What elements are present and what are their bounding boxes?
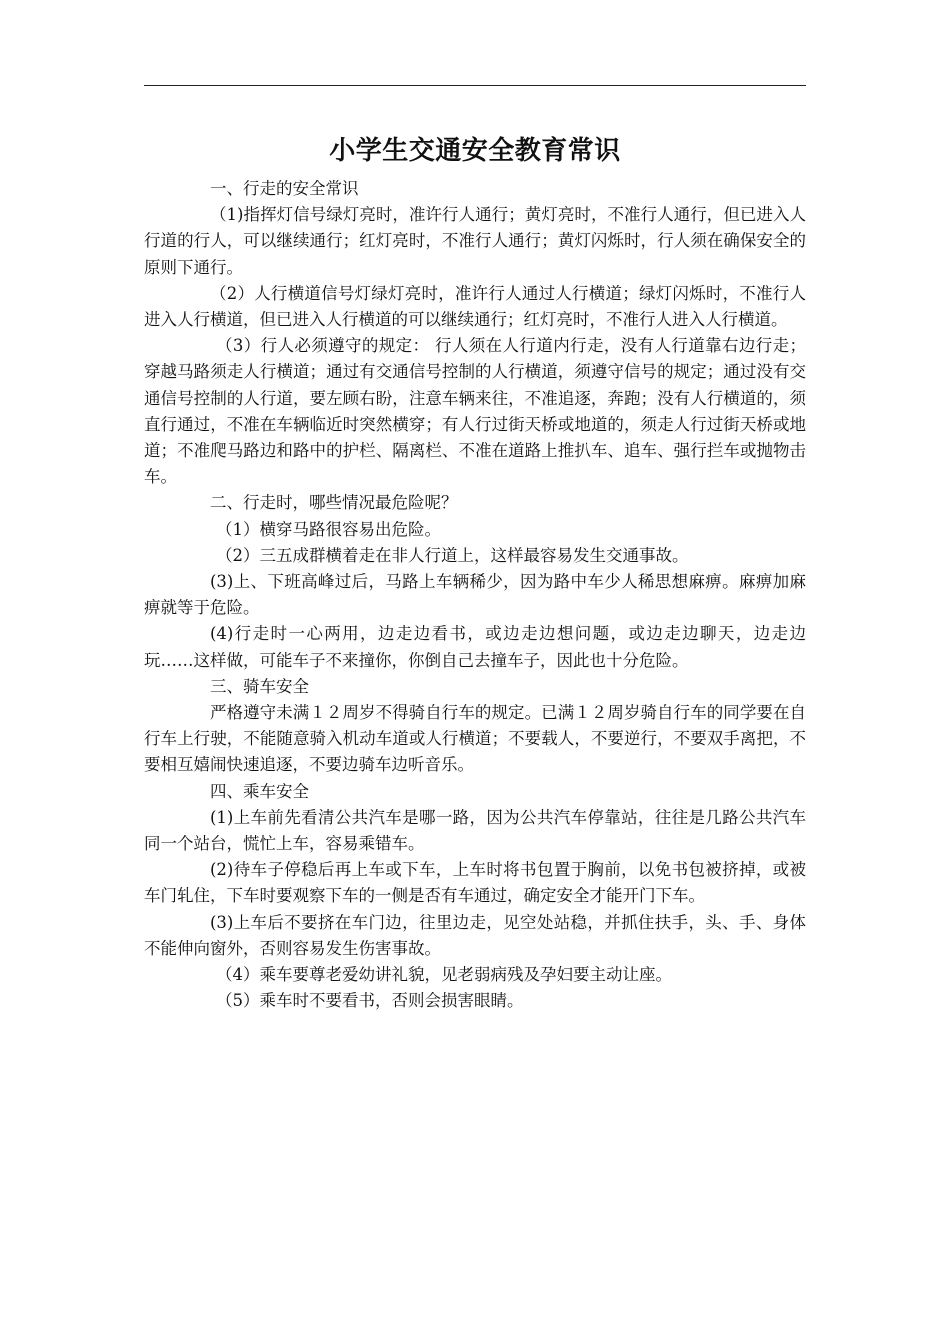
paragraph: （2）三五成群横着走在非人行道上，这样最容易发生交通事故。	[216, 545, 689, 565]
section-heading-walking: 一、行走的安全常识	[210, 179, 359, 198]
paragraph: （1）横穿马路很容易出危险。	[216, 519, 441, 539]
paragraph: （5）乘车时不要看书，否则会损害眼睛。	[216, 991, 524, 1011]
paragraph: (4)行走时一心两用，边走边看书，或边走边想问题，或边走边聊天，边走边玩……这样做，可能车子不来撞你，你倒自己去撞车子，因此也十分危险。	[144, 624, 806, 670]
paragraph: 严格遵守未满１２周岁不得骑自行车的规定。已满１２周岁骑自行车的同学要在自行车上行驶，不能随意骑入机动车道或人行横道；不要载人，不要逆行，不要双手离把，不要相互嬉闹快速追逐，不要边骑车边听音乐。	[144, 703, 806, 775]
paragraph: （1)指挥灯信号绿灯亮时，准许行人通行；黄灯亮时，不准行人通行，但已进入人行道的行人，可以继续通行；红灯亮时，不准行人通行；黄灯闪烁时，行人须在确保安全的原则下通行。	[144, 205, 806, 277]
section-heading-cycling: 三、骑车安全	[210, 676, 309, 696]
paragraph: (2)待车子停稳后再上车或下车，上车时将书包置于胸前，以免书包被挤掉，或被车门轧住，下车时要观察下车的一侧是否有车通过，确定安全才能开门下车。	[144, 860, 806, 906]
section-heading-danger: 二、行走时，哪些情况最危险呢？	[210, 493, 458, 513]
paragraph: (3)上车后不要挤在车门边，往里边走，见空处站稳，并抓住扶手，头、手、身体不能伸向窗外，否则容易发生伤害事故。	[144, 912, 806, 958]
paragraph: （4）乘车要尊老爱幼讲礼貌，见老弱病残及孕妇要主动让座。	[216, 965, 672, 985]
section-heading-riding: 四、乘车安全	[210, 781, 309, 801]
paragraph: （2）人行横道信号灯绿灯亮时，准许行人通过人行横道；绿灯闪烁时，不准行人进入人行横道，但已进入人行横道的可以继续通行；红灯亮时，不准行人进入人行横道。	[144, 283, 806, 330]
document-title: 小学生交通安全教育常识	[329, 136, 621, 166]
paragraph: （3）行人必须遵守的规定： 行人须在人行道内行走，没有人行道靠右边行走；穿越马路须走人行横道；通过有交通信号控制的人行横道，须遵守信号的规定；通过没有交通信号控制的人行道，要左顾右盼，注意车辆来往，不准追逐，奔跑；没有人行横道的，须直行通过，不准在车辆临近时突然横穿；有人行过街天桥或地道的，须走人行过街天桥或地道；不准爬马路边和路中的护栏、隔离栏、不准在道路上推扒车、追车、强行拦车或抛物击车。	[144, 336, 806, 487]
header-rule	[144, 85, 806, 86]
paragraph: (3)上、下班高峰过后，马路上车辆稀少，因为路中车少人稀思想麻痹。麻痹加麻痹就等于危险。	[144, 572, 806, 618]
document-body	[144, 176, 806, 1015]
paragraph: (1)上车前先看清公共汽车是哪一路，因为公共汽车停靠站，往往是几路公共汽车同一个站台，慌忙上车，容易乘错车。	[144, 807, 806, 854]
